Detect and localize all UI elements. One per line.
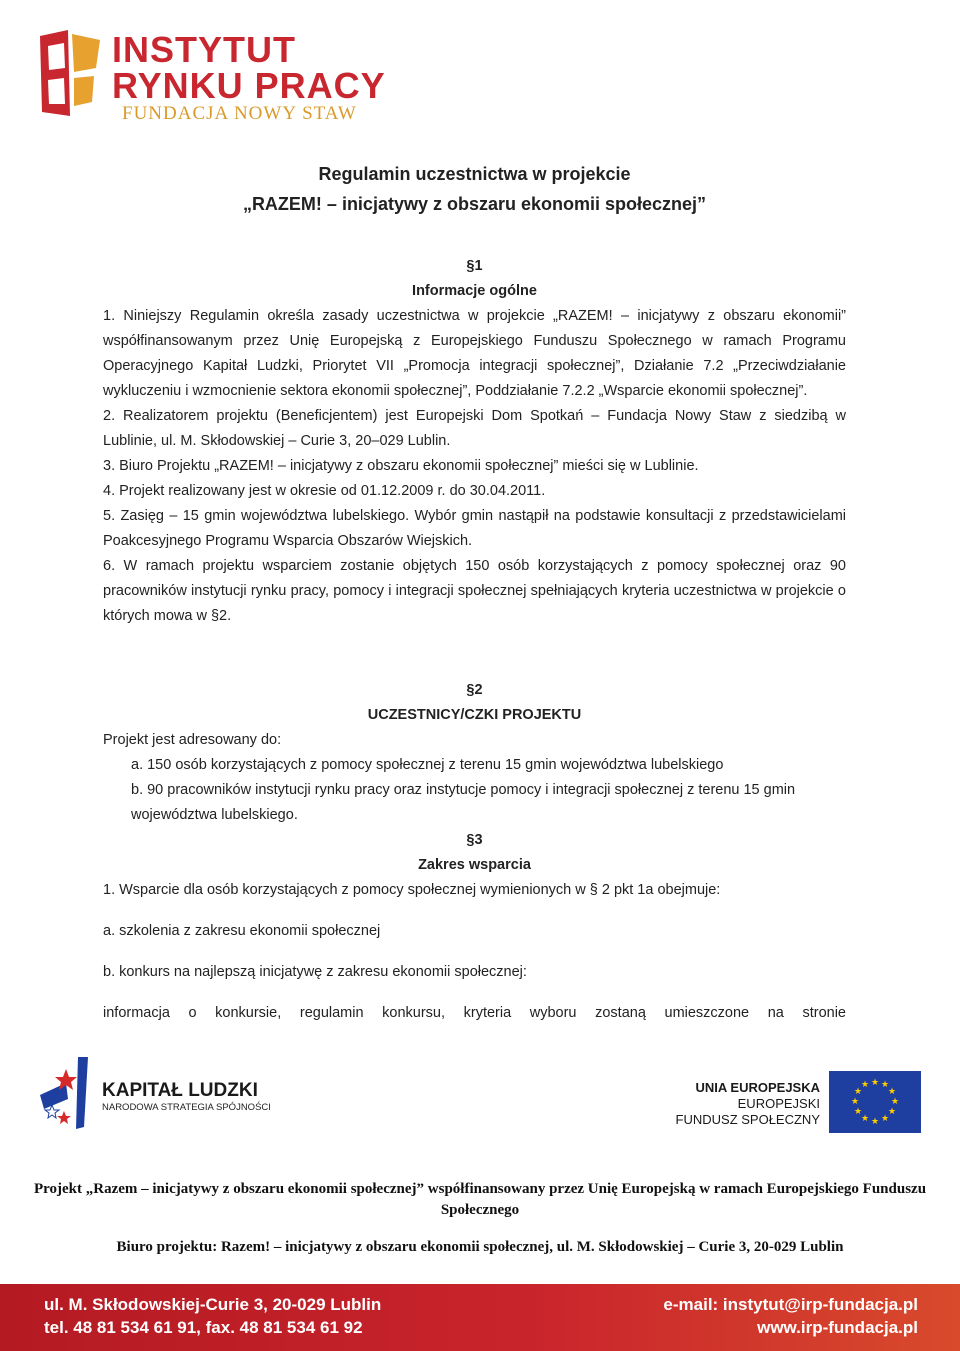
footer-project-note: Projekt „Razem – inicjatywy z obszaru ekonomii społecznej” współfinansowany przez Unię Europejską w ramach Europejskiego Funduszu Społecznego bbox=[33, 1181, 927, 1218]
paragraph: 3. Biuro Projektu „RAZEM! – inicjatywy z obszaru ekonomii społecznej” mieści się w Lublinie. bbox=[103, 458, 699, 474]
eu-line2: EUROPEJSKI bbox=[737, 1096, 820, 1111]
kapital-ludzki-title: KAPITAŁ LUDZKI bbox=[102, 1080, 258, 1101]
section-number: §1 bbox=[466, 258, 483, 274]
title-line1: Regulamin uczestnictwa w projekcie bbox=[318, 164, 631, 184]
band-website: www.irp-fundacja.pl bbox=[757, 1318, 918, 1337]
svg-text:★: ★ bbox=[853, 1107, 863, 1117]
paragraph: 5. Zasięg – 15 gmin województwa lubelskiego. Wybór gmin nastąpił na podstawie konsultacji z przedstawicielami Poakcesyjnego Programu Wsparcia Obszarów Wiejskich. bbox=[103, 508, 846, 549]
paragraph: 1. Wsparcie dla osób korzystających z pomocy społecznej wymienionych w § 2 pkt 1a obejmuje: bbox=[103, 882, 721, 898]
section-number: §3 bbox=[466, 832, 483, 848]
list-item: a. szkolenia z zakresu ekonomii społecznej bbox=[103, 923, 381, 939]
section-number: §2 bbox=[466, 682, 483, 698]
paragraph: 6. W ramach projektu wsparciem zostanie objętych 150 osób korzystających z pomocy społecznej oraz 90 pracowników instytucji rynku pracy, pomocy i integracji społecznej spełniających kryteria uczestnictwa w projekcie o których mowa w §2. bbox=[103, 558, 846, 624]
title-line2: „RAZEM! – inicjatywy z obszaru ekonomii społecznej” bbox=[242, 194, 707, 214]
footer-office-address: Biuro projektu: Razem! – inicjatywy z obszaru ekonomii społecznej, ul. M. Skłodowskiej – Curie 3, 20-029 Lublin bbox=[116, 1239, 844, 1255]
eu-line3: FUNDUSZ SPOŁECZNY bbox=[675, 1112, 820, 1127]
list-item: b. 90 pracowników instytucji rynku pracy oraz instytucje pomocy i integracji społecznej z terenu 15 gmin województwa lubelskiego. bbox=[131, 782, 796, 823]
kapital-ludzki-logo-icon bbox=[38, 1055, 94, 1131]
section-heading: Zakres wsparcia bbox=[418, 857, 531, 873]
eu-line1: UNIA EUROPEJSKA bbox=[695, 1080, 820, 1095]
band-email: e-mail: instytut@irp-fundacja.pl bbox=[663, 1295, 918, 1314]
band-address: ul. M. Skłodowskiej-Curie 3, 20-029 Lublin bbox=[44, 1295, 382, 1314]
logo-title-line2: RYNKU PRACY bbox=[112, 65, 386, 106]
list-item: a. 150 osób korzystających z pomocy społecznej z terenu 15 gmin województwa lubelskiego bbox=[131, 757, 724, 773]
svg-text:★: ★ bbox=[880, 1114, 890, 1124]
svg-text:★: ★ bbox=[853, 1087, 863, 1097]
list-item: b. konkurs na najlepszą inicjatywę z zakresu ekonomii społecznej: bbox=[103, 964, 527, 980]
svg-text:★: ★ bbox=[860, 1114, 870, 1124]
svg-text:★: ★ bbox=[890, 1097, 900, 1107]
band-phone: tel. 48 81 534 61 91, fax. 48 81 534 61 92 bbox=[44, 1318, 363, 1337]
paragraph: informacja o konkursie, regulamin konkursu, kryteria wyboru zostaną umieszczone na stronie bbox=[103, 1005, 846, 1021]
eu-flag-icon bbox=[829, 1071, 921, 1133]
paragraph: Projekt jest adresowany do: bbox=[103, 732, 282, 748]
svg-text:★: ★ bbox=[880, 1080, 890, 1090]
section-1 bbox=[103, 254, 846, 629]
kapital-ludzki-subtitle: NARODOWA STRATEGIA SPÓJNOŚCI bbox=[102, 1102, 271, 1113]
section-2 bbox=[103, 678, 846, 828]
svg-text:★: ★ bbox=[860, 1080, 870, 1090]
document-title bbox=[103, 159, 846, 219]
logo-emblem-icon bbox=[34, 28, 104, 120]
eu-text-block bbox=[660, 1080, 820, 1128]
svg-text:★: ★ bbox=[887, 1107, 897, 1117]
logo-subtitle: FUNDACJA NOWY STAW bbox=[122, 103, 357, 124]
section-heading: Informacje ogólne bbox=[412, 283, 537, 299]
logo-title-line1: INSTYTUT bbox=[112, 29, 296, 70]
paragraph: 2. Realizatorem projektu (Beneficjentem) jest Europejski Dom Spotkań – Fundacja Nowy Staw z siedzibą w Lublinie, ul. M. Skłodowskiej – Curie 3, 20–029 Lublin. bbox=[103, 408, 846, 449]
section-heading: UCZESTNICY/CZKI PROJEKTU bbox=[367, 707, 582, 723]
svg-text:★: ★ bbox=[870, 1117, 880, 1127]
paragraph: 4. Projekt realizowany jest w okresie od 01.12.2009 r. do 30.04.2011. bbox=[103, 483, 546, 499]
section-3 bbox=[103, 828, 846, 1026]
svg-text:★: ★ bbox=[887, 1087, 897, 1097]
svg-text:★: ★ bbox=[870, 1078, 880, 1088]
instytut-logo-mark bbox=[34, 28, 104, 120]
svg-text:★: ★ bbox=[850, 1097, 860, 1107]
paragraph: 1. Niniejszy Regulamin określa zasady uczestnictwa w projekcie „RAZEM! – inicjatywy z obszaru ekonomii” współfinansowanym przez Unię Europejską z Europejskiego Funduszu Społecznego w ramach Programu Operacyjnego Kapitał Ludzki, Priorytet VII „Promocja integracji społecznej”, Działanie 7.2 „Przeciwdziałanie wykluczeniu i wzmocnienie sektora ekonomii społecznej”, Poddziałanie 7.2.2 „Wsparcie ekonomii społecznej”. bbox=[103, 308, 846, 399]
